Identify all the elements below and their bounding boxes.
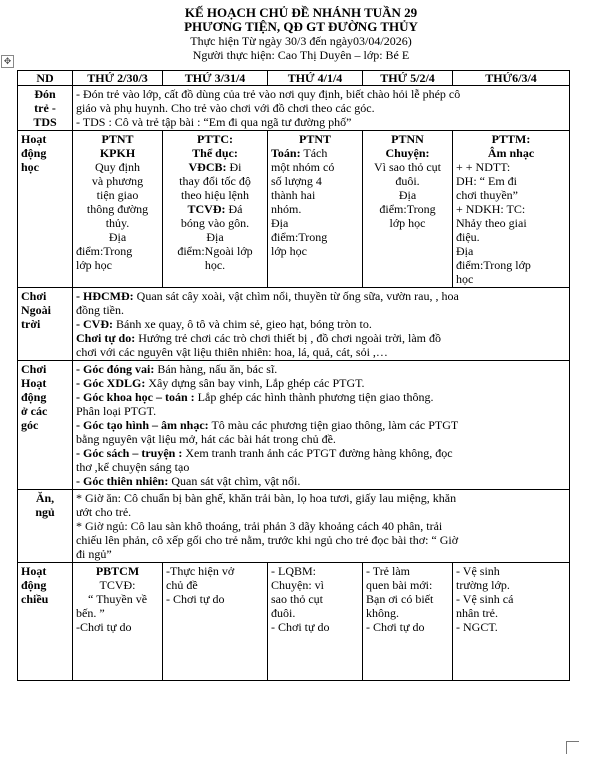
choi-goc-content — [73, 361, 570, 490]
goc-label: - Góc sách – truyện : — [76, 446, 183, 460]
text-line: - Vệ sinh — [456, 564, 500, 578]
subject-name: Âm nhạc — [487, 146, 535, 160]
text-line: quen bài mới: — [366, 578, 433, 592]
text-line: học — [456, 272, 474, 286]
row-label-choi-ngoai-troi — [18, 288, 73, 361]
text-line: đồng tiền. — [76, 303, 124, 317]
row-label-line: Đón — [34, 87, 56, 101]
text-line: + NDKH: TC: — [456, 202, 526, 216]
text-fragment: Quan sát vật chìm, vật nổi. — [168, 474, 301, 488]
text-line: * Giờ ăn: Cô chuẩn bị bàn ghế, khăn trải bàn, lọ hoa tươi, giấy lau miệng, khăn — [76, 491, 457, 505]
cvd-label: - CVĐ: — [76, 317, 113, 331]
col-header-tue: THỨ 3/31/4 — [163, 71, 268, 86]
text-line: Địa — [206, 230, 224, 244]
table-row-hoat-dong-chieu — [18, 563, 570, 681]
row-label-hoat-dong-hoc — [18, 131, 73, 288]
page-corner-mark — [566, 741, 579, 754]
text-line: không. — [366, 606, 399, 620]
text-fragment: Bán hàng, nấu ăn, bác sĩ. — [154, 362, 278, 376]
text-line: - Chơi tự do — [366, 620, 425, 634]
text-line: thay đổi tốc độ — [179, 174, 251, 188]
subject-domain: PTNT — [101, 132, 134, 146]
subject-name: Thể dục: — [192, 146, 238, 160]
text-line: học. — [204, 258, 226, 272]
row-label-line: Hoạt — [21, 376, 47, 390]
document-header — [0, 6, 602, 62]
text-line: trường lớp. — [456, 578, 510, 592]
an-ngu-content — [73, 490, 570, 563]
goc-label: - Góc thiên nhiên: — [76, 474, 169, 488]
text-fragment: Bánh xe quay, ô tô và chim sẻ, gieo hạt, bóng tròn to. — [113, 317, 372, 331]
table-move-handle-icon[interactable]: ✥ — [1, 55, 14, 68]
col-header-nd: ND — [18, 71, 73, 86]
table-header-row — [18, 71, 570, 86]
hdc-mon-cell — [73, 563, 163, 681]
text-fragment: bằng nguyên vật liệu mở, hát các bài hát trong chủ đề. — [76, 432, 336, 446]
text-line: Quy định — [95, 160, 140, 174]
text-line: chủ đề — [166, 578, 198, 592]
text-line: thủy. — [105, 216, 130, 230]
text-line: đuôi. — [395, 174, 420, 188]
text-line: -Thực hiện vở — [166, 564, 235, 578]
text-line: điệu. — [456, 230, 480, 244]
text-line: nhân trẻ. — [456, 606, 498, 620]
text-line: tiện giao — [96, 188, 139, 202]
text-fragment: Đá — [225, 202, 243, 216]
row-label-line: học — [21, 160, 39, 174]
hdh-mon-cell — [73, 131, 163, 288]
text-fragment: Hướng trẻ chơi các trò chơi thiết bị , đồ chơi ngoài trời, làm đồ — [135, 331, 442, 345]
text-line: Địa — [456, 244, 474, 258]
goc-label: - Góc khoa học – toán : — [76, 390, 195, 404]
hdc-tue-cell — [163, 563, 268, 681]
col-header-wed: THỨ 4/1/4 — [268, 71, 363, 86]
row-label-line: ngủ — [35, 505, 55, 519]
text-line: Chuyện: vì — [271, 578, 324, 592]
row-label-line: TDS — [33, 115, 57, 129]
goc-label: - Góc XDLG: — [76, 376, 146, 390]
text-line: Nhảy theo giai — [456, 216, 527, 230]
subject-domain: PTTM: — [491, 132, 531, 146]
text-fragment: Quan sát cây xoài, vật chìm nổi, thuyền từ ống sữa, vườn rau, , hoa — [133, 289, 459, 303]
subject-name: Toán: — [271, 146, 301, 160]
table-row-an-ngu — [18, 490, 570, 563]
text-line: chiếu lên phản, cô xếp gối cho trẻ nằm, trước khi ngủ cho trẻ đọc bài thơ: “ Giờ — [76, 533, 459, 547]
row-label-line: ở các — [21, 404, 48, 418]
row-label-an-ngu — [18, 490, 73, 563]
text-line: - NGCT. — [456, 620, 498, 634]
text-line: - TDS : Cô và trẻ tập bài : “Em đi qua ngã tư đường phố” — [76, 115, 352, 129]
text-line: một nhóm có — [271, 160, 335, 174]
text-fragment: Tô màu các phương tiện giao thông, làm các PTGT — [208, 418, 459, 432]
row-label-line: Ngoài — [21, 303, 51, 317]
text-line: đuôi. — [271, 606, 296, 620]
row-label-line: chiều — [21, 592, 49, 606]
text-line: thành hai — [271, 188, 316, 202]
hdh-tue-cell — [163, 131, 268, 288]
text-line: - Chơi tự do — [166, 592, 225, 606]
table-row-hoat-dong-hoc — [18, 131, 570, 288]
text-line: chơi với các nguyên vật liệu thiên nhiên: hoa, lá, quả, cát, sỏi ,… — [76, 345, 388, 359]
text-line: Vì sao thỏ cụt — [374, 160, 441, 174]
subject-domain: PTTC: — [197, 132, 233, 146]
text-fragment: Xây dựng sân bay vinh, Lắp ghép các PTGT. — [145, 376, 365, 390]
hdc-fri-cell — [453, 563, 570, 681]
text-line: giáo và phụ huynh. Cho trẻ vào chơi với đồ chơi theo các góc. — [76, 101, 375, 115]
row-label-line: động — [21, 578, 47, 592]
text-line: TCVĐ: — [99, 578, 136, 592]
text-fragment: Phân loại PTGT. — [76, 404, 157, 418]
text-line: số lượng 4 — [271, 174, 322, 188]
table-row-choi-goc — [18, 361, 570, 490]
goc-label: - Góc tạo hình – âm nhạc: — [76, 418, 209, 432]
tcvd-label: TCVĐ: — [187, 202, 226, 216]
text-line: chơi thuyền” — [456, 188, 518, 202]
row-label-line: trời — [21, 317, 41, 331]
text-line: DH: “ Em đi — [456, 174, 517, 188]
hdh-thu-cell — [363, 131, 453, 288]
text-line: + + NDTT: — [456, 160, 511, 174]
text-fragment: thơ ,kể chuyện sáng tạo — [76, 460, 190, 474]
row-label-line: Hoạt — [21, 564, 47, 578]
text-line: đi ngủ” — [76, 547, 112, 561]
text-line: - Đón trẻ vào lớp, cất đồ dùng của trẻ vào nơi quy định, biết chào hỏi lễ phép cô — [76, 87, 461, 101]
hdc-wed-cell — [268, 563, 363, 681]
goc-label: - Góc đóng vai: — [76, 362, 155, 376]
text-fragment: Lắp ghép các hình thành phương tiện giao thông. — [194, 390, 434, 404]
row-label-hoat-dong-chieu — [18, 563, 73, 681]
don-tre-content — [73, 86, 570, 131]
choi-ngoai-troi-content — [73, 288, 570, 361]
plan-date-range: Thực hiện Từ ngày 30/3 đến ngày03/04/2026) — [190, 34, 412, 48]
text-line: và phương — [91, 174, 144, 188]
choi-tu-do-label: Chơi tự do: — [76, 331, 136, 345]
text-line: điểm:Trong — [76, 244, 133, 258]
subject-domain: PTNN — [391, 132, 424, 146]
text-line: bóng vào gôn. — [180, 216, 250, 230]
col-header-mon: THỨ 2/30/3 — [73, 71, 163, 86]
row-label-line: Ăn, — [35, 491, 55, 505]
subject-domain: PTNT — [298, 132, 331, 146]
text-line: -Chơi tự do — [76, 620, 132, 634]
text-line: điểm:Trong — [379, 202, 436, 216]
text-line: lớp học — [76, 258, 113, 272]
row-label-line: Chơi — [21, 362, 47, 376]
text-line: “ Thuyền về — [87, 592, 148, 606]
text-line: PBTCM — [95, 564, 140, 578]
plan-title: KẾ HOẠCH CHỦ ĐỀ NHÁNH TUẦN 29 — [184, 5, 418, 20]
row-label-line: trẻ - — [34, 101, 56, 115]
text-line: - Trẻ làm — [366, 564, 411, 578]
table-row-don-tre — [18, 86, 570, 131]
text-line: ướt cho trẻ. — [76, 505, 132, 519]
text-line: * Giờ ngủ: Cô lau sàn khô thoáng, trải phản 3 dãy khoảng cách 40 phân, trải — [76, 519, 443, 533]
text-line: - Vệ sinh cá — [456, 592, 514, 606]
vdcb-label: VĐCB: — [188, 160, 227, 174]
text-line: điểm:Trong lớp — [456, 258, 531, 272]
row-label-line: góc — [21, 418, 39, 432]
text-fragment: Xem tranh tranh ảnh các PTGT đường hàng không, đọc — [182, 446, 453, 460]
col-header-fri: THỨ6/3/4 — [453, 71, 570, 86]
weekly-plan-table — [17, 70, 570, 681]
text-line: - LQBM: — [271, 564, 316, 578]
row-label-line: Chơi — [21, 289, 47, 303]
text-fragment: Tách — [300, 146, 328, 160]
subject-name: Chuyện: — [385, 146, 430, 160]
hdh-fri-cell — [453, 131, 570, 288]
plan-subtitle: PHƯƠNG TIỆN, QĐ GT ĐƯỜNG THỦY — [184, 19, 418, 34]
row-label-line: động — [21, 390, 47, 404]
text-line: điểm:Trong — [271, 230, 328, 244]
row-label-line: Hoạt — [21, 132, 47, 146]
text-line: lớp học — [271, 244, 308, 258]
text-line: Địa — [398, 188, 417, 202]
text-line: sao thỏ cụt — [271, 592, 323, 606]
row-label-line: động — [21, 146, 47, 160]
hdcmd-label: - HĐCMĐ: — [76, 289, 134, 303]
text-line: lớp học — [389, 216, 426, 230]
text-line: nhóm. — [271, 202, 302, 216]
row-label-choi-goc — [18, 361, 73, 490]
plan-author: Người thực hiện: Cao Thị Duyên – lớp: Bé E — [192, 48, 410, 62]
hdh-wed-cell — [268, 131, 363, 288]
text-fragment: Đi — [226, 160, 242, 174]
table-row-choi-ngoai-troi — [18, 288, 570, 361]
text-line: theo hiệu lệnh — [181, 188, 249, 202]
text-line: Bạn ơi có biết — [366, 592, 434, 606]
hdc-thu-cell — [363, 563, 453, 681]
row-label-don-tre — [18, 86, 73, 131]
text-line: bến. ” — [76, 606, 105, 620]
subject-name: KPKH — [99, 146, 136, 160]
col-header-thu: THỨ 5/2/4 — [363, 71, 453, 86]
text-line: Địa — [108, 230, 127, 244]
text-line: Địa — [271, 216, 289, 230]
text-line: - Chơi tự do — [271, 620, 330, 634]
text-line: thông đường — [86, 202, 149, 216]
text-line: điểm:Ngoài lớp — [177, 244, 253, 258]
